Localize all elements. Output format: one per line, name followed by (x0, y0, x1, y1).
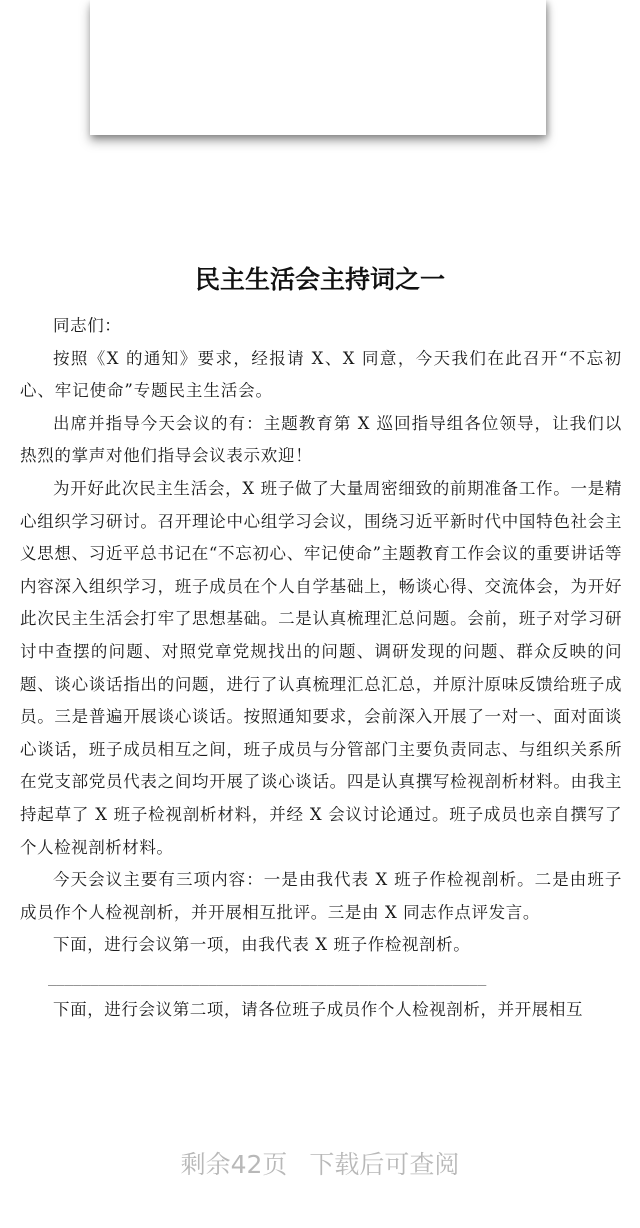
paragraph-preparation: 为开好此次民主生活会，X 班子做了大量周密细致的前期准备工作。一是精心组织学习研讨。召开理论中心组学习会议，围绕习近平新时代中国特色社会主义思想、习近平总书记在“不忘初心、牢记使命”主题教育工作会议的重要讲话等内容深入组织学习，班子成员在个人自学基础上，畅谈心得、交流体会，为开好此次民主生活会打牢了思想基础。二是认真梳理汇总问题。会前，班子对学习研讨中查摆的问题、对照党章党规找出的问题、调研发现的问题、群众反映的问题、谈心谈话指出的问题，进行了认真梳理汇总汇总，并原汁原味反馈给班子成员。三是普遍开展谈心谈话。按照通知要求，会前深入开展了一对一、面对面谈心谈话，班子成员相互之间，班子成员与分管部门主要负责同志、与组织关系所在党支部党员代表之间均开展了谈心谈话。四是认真撰写检视剖析材料。由我主持起草了 X 班子检视剖析材料，并经 X 会议讨论通过。班子成员也亲自撰写了个人检视剖析材料。 (20, 478, 622, 857)
paragraph-salutation: 同志们： (53, 316, 122, 335)
remaining-pages-label: 剩余42页 (180, 1150, 288, 1179)
paragraph-agenda: 今天会议主要有三项内容：一是由我代表 X 班子作检视剖析。二是由班子成员作个人检视剖析，并开展相互批评。三是由 X 同志作点评发言。 (20, 870, 622, 922)
previous-page-sheet (90, 0, 546, 135)
paragraph-notice: 按照《X 的通知》要求，经报请 X、X 同意，今天我们在此召开“不忘初心、牢记使命”专题民主生活会。 (20, 348, 622, 401)
paragraph-attendees: 出席并指导今天会议的有：主题教育第 X 巡回指导组各位领导，让我们以热烈的掌声对他们指导会议表示欢迎！ (20, 413, 622, 466)
divider-line: ____________________________________________________ (48, 969, 487, 986)
document-title: 民主生活会主持词之一 (194, 265, 445, 294)
paragraph-item-one: 下面，进行会议第一项，由我代表 X 班子作检视剖析。 (53, 935, 471, 955)
paragraph-item-two: 下面，进行会议第二项，请各位班子成员作个人检视剖析，并开展相互 (53, 1000, 584, 1020)
document-body (20, 310, 622, 1027)
download-banner[interactable] (0, 1145, 640, 1185)
download-hint-label: 下载后可查阅 (309, 1150, 460, 1179)
